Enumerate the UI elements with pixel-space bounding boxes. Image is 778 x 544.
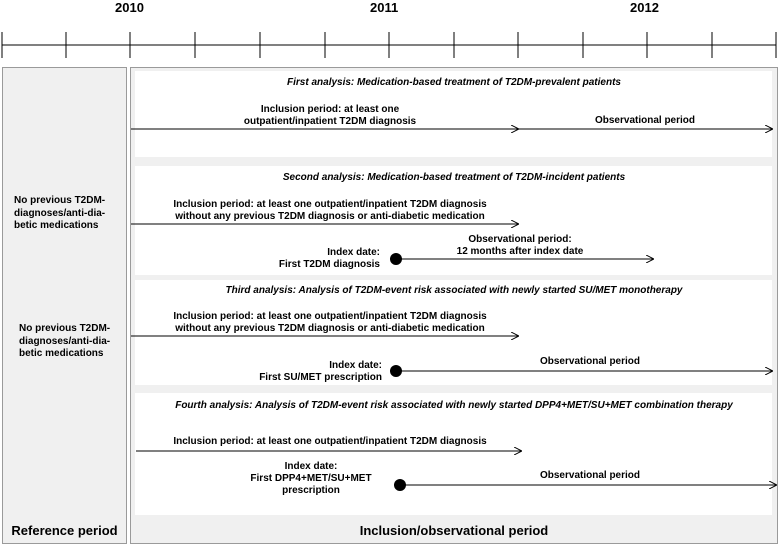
second-observational-label: Observational period: 12 months after index date [456,234,584,257]
third-inclusion-label: Inclusion period: at least one outpatient/inpatient T2DM diagnosis without any previous T2DM diagnosis or anti-diabetic medication [173,311,487,334]
inclusion-observational-footer: Inclusion/observational period [359,523,549,538]
fourth-inclusion-label: Inclusion period: at least one outpatient/inpatient T2DM diagnosis [173,436,487,447]
year-label-2012: 2012 [630,0,659,15]
fourth-analysis-title: Fourth analysis: Analysis of T2DM-event risk associated with newly started DPP4+MET/SU+MET combination therapy [175,400,733,411]
reference-note-2: No previous T2DM- diagnoses/anti-dia- betic medications [19,323,111,359]
second-index-label: Index date: First T2DM diagnosis [278,247,380,270]
reference-period-footer: Reference period [11,523,118,538]
third-observational-label: Observational period [539,356,641,367]
year-label-2010: 2010 [115,0,144,15]
reference-note-1: No previous T2DM- diagnoses/anti-dia- betic medications [14,195,106,231]
second-index-dot [390,253,402,265]
first-observational-label: Observational period [594,115,696,126]
second-inclusion-label: Inclusion period: at least one outpatient/inpatient T2DM diagnosis without any previous T2DM diagnosis or anti-diabetic medication [173,199,487,222]
fourth-index-label: Index date: First DPP4+MET/SU+MET prescription [250,461,372,496]
third-analysis-title: Third analysis: Analysis of T2DM-event risk associated with newly started SU/MET monotherapy [225,285,683,296]
second-analysis-title: Second analysis: Medication-based treatment of T2DM-incident patients [282,172,626,183]
third-index-dot [390,365,402,377]
year-label-2011: 2011 [370,0,399,15]
first-analysis-title: First analysis: Medication-based treatment of T2DM-prevalent patients [287,77,621,88]
fourth-index-dot [394,479,406,491]
first-inclusion-label: Inclusion period: at least one outpatient/inpatient T2DM diagnosis [243,104,417,127]
fourth-observational-label: Observational period [539,470,641,481]
third-index-label: Index date: First SU/MET prescription [259,360,382,383]
